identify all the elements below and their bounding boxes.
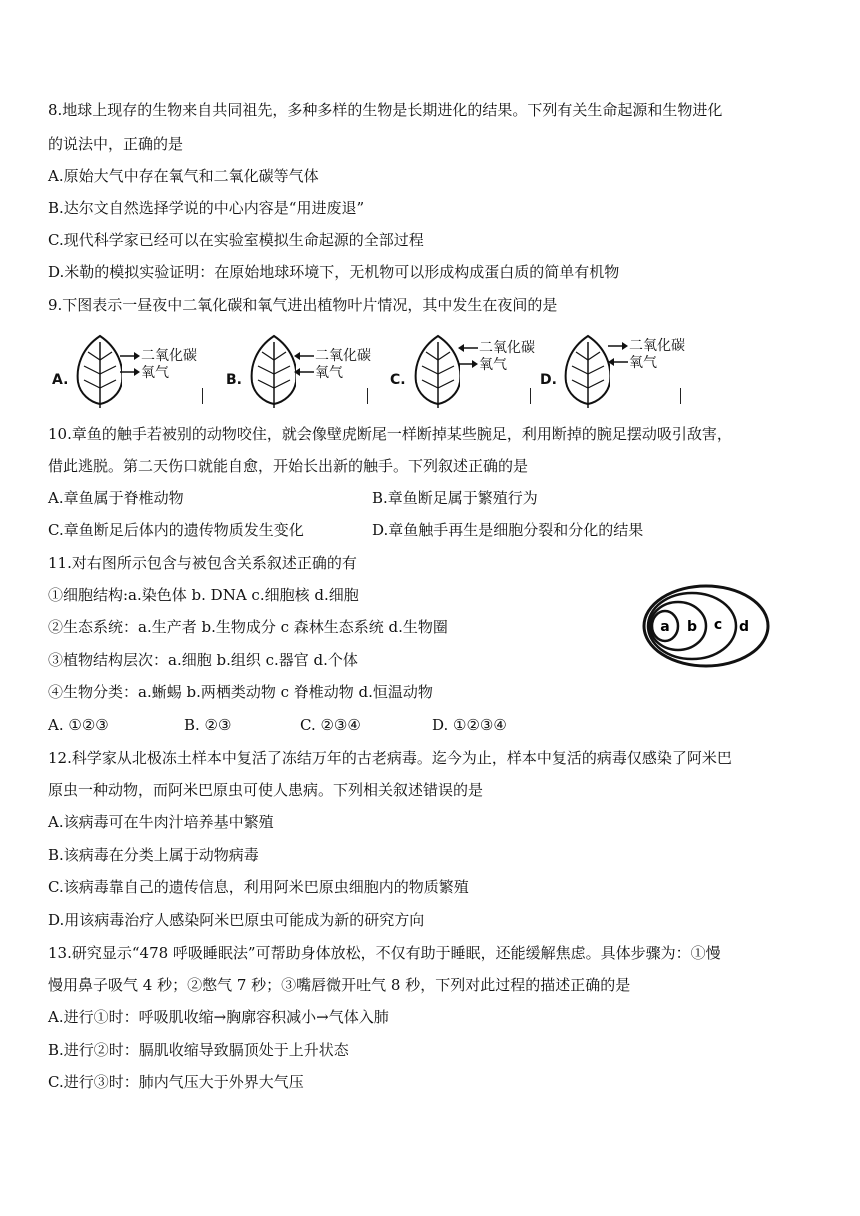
q12-option-c: C.该病毒靠自己的遗传信息，利用阿米巴原虫细胞内的物质繁殖 xyxy=(48,878,469,896)
q11-item-2: ②生态系统：a.生产者 b.生物成分 c 森林生态系统 d.生物圈 xyxy=(48,618,448,636)
q13-option-b: B.进行②时：膈肌收缩导致膈顶处于上升状态 xyxy=(48,1041,349,1059)
q11-item-1: ①细胞结构:a.染色体 b. DNA c.细胞核 d.细胞 xyxy=(48,586,359,604)
arrows-out-out-icon xyxy=(120,344,140,384)
arrows-in-out-icon xyxy=(458,336,478,376)
q9-stem: 9.下图表示一昼夜中二氧化碳和氧气进出植物叶片情况，其中发生在夜间的是 xyxy=(48,296,558,314)
divider-tick xyxy=(202,388,203,404)
q12-stem-line1: 12.科学家从北极冻土样本中复活了冻结万年的古老病毒。迄今为止，样本中复活的病毒仅感染了阿米巴 xyxy=(48,749,732,767)
q11-option-d: D. ①②③④ xyxy=(432,716,507,734)
co2-label: 二氧化碳 xyxy=(315,348,371,364)
q10-option-c: C.章鱼断足后体内的遗传物质发生变化 xyxy=(48,521,304,539)
q12-option-d: D.用该病毒治疗人感染阿米巴原虫可能成为新的研究方向 xyxy=(48,911,425,929)
q8-option-a: A.原始大气中存在氧气和二氧化碳等气体 xyxy=(48,167,319,185)
q13-stem-line2: 慢用鼻子吸气 4 秒；②憋气 7 秒；③嘴唇微开吐气 8 秒，下列对此过程的描述正确的是 xyxy=(48,976,631,994)
diagram-label-c: c xyxy=(713,617,723,633)
q12-option-b: B.该病毒在分类上属于动物病毒 xyxy=(48,846,259,864)
q13-option-c: C.进行③时：肺内气压大于外界大气压 xyxy=(48,1073,304,1091)
figure-letter: D. xyxy=(540,372,557,388)
q12-option-a: A.该病毒可在牛肉汁培养基中繁殖 xyxy=(48,813,274,831)
q10-stem-line2: 借此逃脱。第二天伤口就能自愈，开始长出新的触手。下列叙述正确的是 xyxy=(48,457,529,475)
arrows-in-in-icon xyxy=(294,344,314,384)
figure-letter: B. xyxy=(226,372,242,388)
leaf-figure-d xyxy=(540,330,690,410)
q8-option-d: D.米勒的模拟实验证明：在原始地球环境下，无机物可以形成构成蛋白质的简单有机物 xyxy=(48,263,620,281)
leaf-icon xyxy=(390,330,460,410)
q9-leaf-figures xyxy=(52,330,712,410)
diagram-label-d: d xyxy=(738,619,750,635)
figure-letter: C. xyxy=(390,372,406,388)
q11-item-4: ④生物分类：a.蜥蜴 b.两栖类动物 c 脊椎动物 d.恒温动物 xyxy=(48,683,433,701)
nested-ellipses-diagram xyxy=(640,580,772,672)
figure-letter: A. xyxy=(52,372,69,388)
q11-stem: 11.对右图所示包含与被包含关系叙述正确的有 xyxy=(48,554,357,572)
co2-label: 二氧化碳 xyxy=(629,338,685,354)
q8-option-b: B.达尔文自然选择学说的中心内容是“用进废退” xyxy=(48,199,365,217)
q10-stem-line1: 10.章鱼的触手若被别的动物咬住，就会像壁虎断尾一样断掉某些腕足，利用断掉的腕足摆动吸引敌害， xyxy=(48,425,732,443)
q11-item-3: ③植物结构层次：a.细胞 b.组织 c.器官 d.个体 xyxy=(48,651,358,669)
q11-option-c: C. ②③④ xyxy=(300,716,361,734)
q11-options xyxy=(48,715,528,735)
q11-option-a: A. ①②③ xyxy=(48,716,109,734)
q10-option-d: D.章鱼触手再生是细胞分裂和分化的结果 xyxy=(372,521,644,539)
q11-option-b: B. ②③ xyxy=(184,716,232,734)
diagram-label-b: b xyxy=(686,619,698,635)
divider-tick xyxy=(680,388,681,404)
q13-stem-line1: 13.研究显示“478 呼吸睡眠法”可帮助身体放松，不仅有助于睡眠，还能缓解焦虑。具体步骤为：①慢 xyxy=(48,944,721,962)
leaf-figure-c xyxy=(390,330,540,410)
co2-label: 二氧化碳 xyxy=(141,348,197,364)
divider-tick xyxy=(530,388,531,404)
q10-option-a: A.章鱼属于脊椎动物 xyxy=(48,489,184,507)
o2-label: 氧气 xyxy=(479,357,507,373)
leaf-figure-a xyxy=(52,330,202,410)
leaf-figure-b xyxy=(226,330,376,410)
leaf-icon xyxy=(52,330,122,410)
leaf-icon xyxy=(540,330,610,410)
q8-option-c: C.现代科学家已经可以在实验室模拟生命起源的全部过程 xyxy=(48,231,424,249)
o2-label: 氧气 xyxy=(141,365,169,381)
arrows-out-in-icon xyxy=(608,334,628,374)
divider-tick xyxy=(367,388,368,404)
diagram-label-a: a xyxy=(660,619,670,635)
q10-option-b: B.章鱼断足属于繁殖行为 xyxy=(372,489,538,507)
leaf-icon xyxy=(226,330,296,410)
q12-stem-line2: 原虫一种动物，而阿米巴原虫可使人患病。下列相关叙述错误的是 xyxy=(48,781,484,799)
q13-option-a: A.进行①时：呼吸肌收缩→胸廓容积减小→气体入肺 xyxy=(48,1008,389,1026)
q8-stem-line1: 8.地球上现存的生物来自共同祖先，多种多样的生物是长期进化的结果。下列有关生命起源和生物进化 xyxy=(48,101,723,119)
o2-label: 氧气 xyxy=(315,365,343,381)
co2-label: 二氧化碳 xyxy=(479,340,535,356)
q8-stem-line2: 的说法中，正确的是 xyxy=(48,135,184,153)
o2-label: 氧气 xyxy=(629,355,657,371)
